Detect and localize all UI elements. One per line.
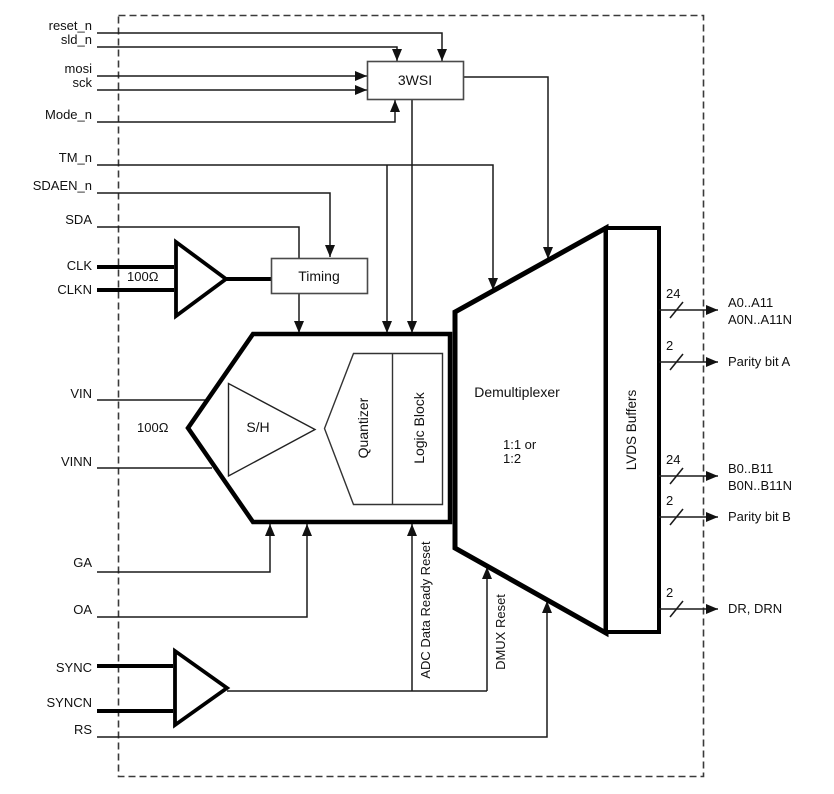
clk-termination-label: 100Ω: [127, 269, 159, 284]
demultiplexer-label: Demultiplexer: [474, 384, 560, 400]
pin-label-reset-n: reset_n: [48, 18, 92, 33]
pin-label-ga: GA: [73, 555, 92, 570]
bus-dr-width: 2: [666, 585, 674, 600]
sample-hold-label: S/H: [246, 419, 270, 435]
wire-sld-n: [97, 47, 397, 61]
dmux-reset-label: DMUX Reset: [493, 594, 508, 670]
pin-label-mode-n: Mode_n: [45, 107, 92, 122]
output-a-label: [728, 294, 792, 328]
wire-ga: [97, 524, 270, 572]
pin-label-rs: RS: [73, 722, 92, 737]
3wsi-label: 3WSI: [397, 72, 433, 88]
quantizer-label: Quantizer: [355, 397, 371, 459]
output-parity-b-label: Parity bit B: [728, 509, 791, 524]
pin-label-clk: CLK: [66, 258, 92, 273]
output-b-line1: B0..B11: [728, 461, 774, 476]
output-dr-label: DR, DRN: [728, 601, 783, 616]
pin-label-sda: SDA: [65, 212, 92, 227]
timing-label: Timing: [298, 268, 340, 284]
bus-parity-b-width: 2: [666, 493, 674, 508]
demux-mode-line1: 1:1 or: [503, 437, 537, 452]
wire-rs: [97, 601, 547, 737]
wire-3wsi-to-demux: [463, 77, 548, 259]
output-parity-a-label: Parity bit A: [728, 354, 791, 369]
demultiplexer-shape: [455, 228, 606, 633]
bus-a-width: 24: [666, 286, 681, 301]
pin-label-sync: SYNC: [55, 660, 92, 675]
pin-label-clkn: CLKN: [57, 282, 92, 297]
pin-label-vinn: VINN: [60, 454, 92, 469]
wire-sda: [97, 227, 299, 258]
wire-sdaen-n: [97, 193, 330, 257]
adc-data-ready-reset-label: ADC Data Ready Reset: [418, 541, 433, 679]
output-b-line2: B0N..B11N: [728, 478, 793, 493]
pin-label-syncn: SYNCN: [46, 695, 92, 710]
output-a-line1: A0..A11: [728, 295, 774, 310]
vin-termination-label: 100Ω: [137, 420, 169, 435]
wire-mode-n: [97, 100, 395, 122]
pin-label-oa: OA: [73, 602, 92, 617]
lvds-buffers-label: LVDS Buffers: [624, 389, 639, 471]
pin-label-sld-n: sld_n: [60, 32, 92, 47]
pin-label-sck: sck: [72, 75, 92, 90]
output-b-label: [728, 460, 792, 494]
clk-buffer-triangle: [176, 242, 226, 316]
pin-label-sdaen-n: SDAEN_n: [32, 178, 92, 193]
demux-mode-label: [503, 438, 536, 466]
pin-label-mosi: mosi: [64, 61, 92, 76]
output-a-line2: A0N..A11N: [728, 312, 793, 327]
bus-parity-a-width: 2: [666, 338, 674, 353]
wire-oa: [97, 524, 307, 617]
logic-block-label: Logic Block: [411, 392, 427, 464]
sync-buffer-triangle: [175, 651, 227, 725]
demux-mode-line2: 1:2: [503, 451, 522, 466]
pin-label-vin: VIN: [70, 386, 92, 401]
pin-label-tm-n: TM_n: [58, 150, 92, 165]
bus-b-width: 24: [666, 452, 681, 467]
